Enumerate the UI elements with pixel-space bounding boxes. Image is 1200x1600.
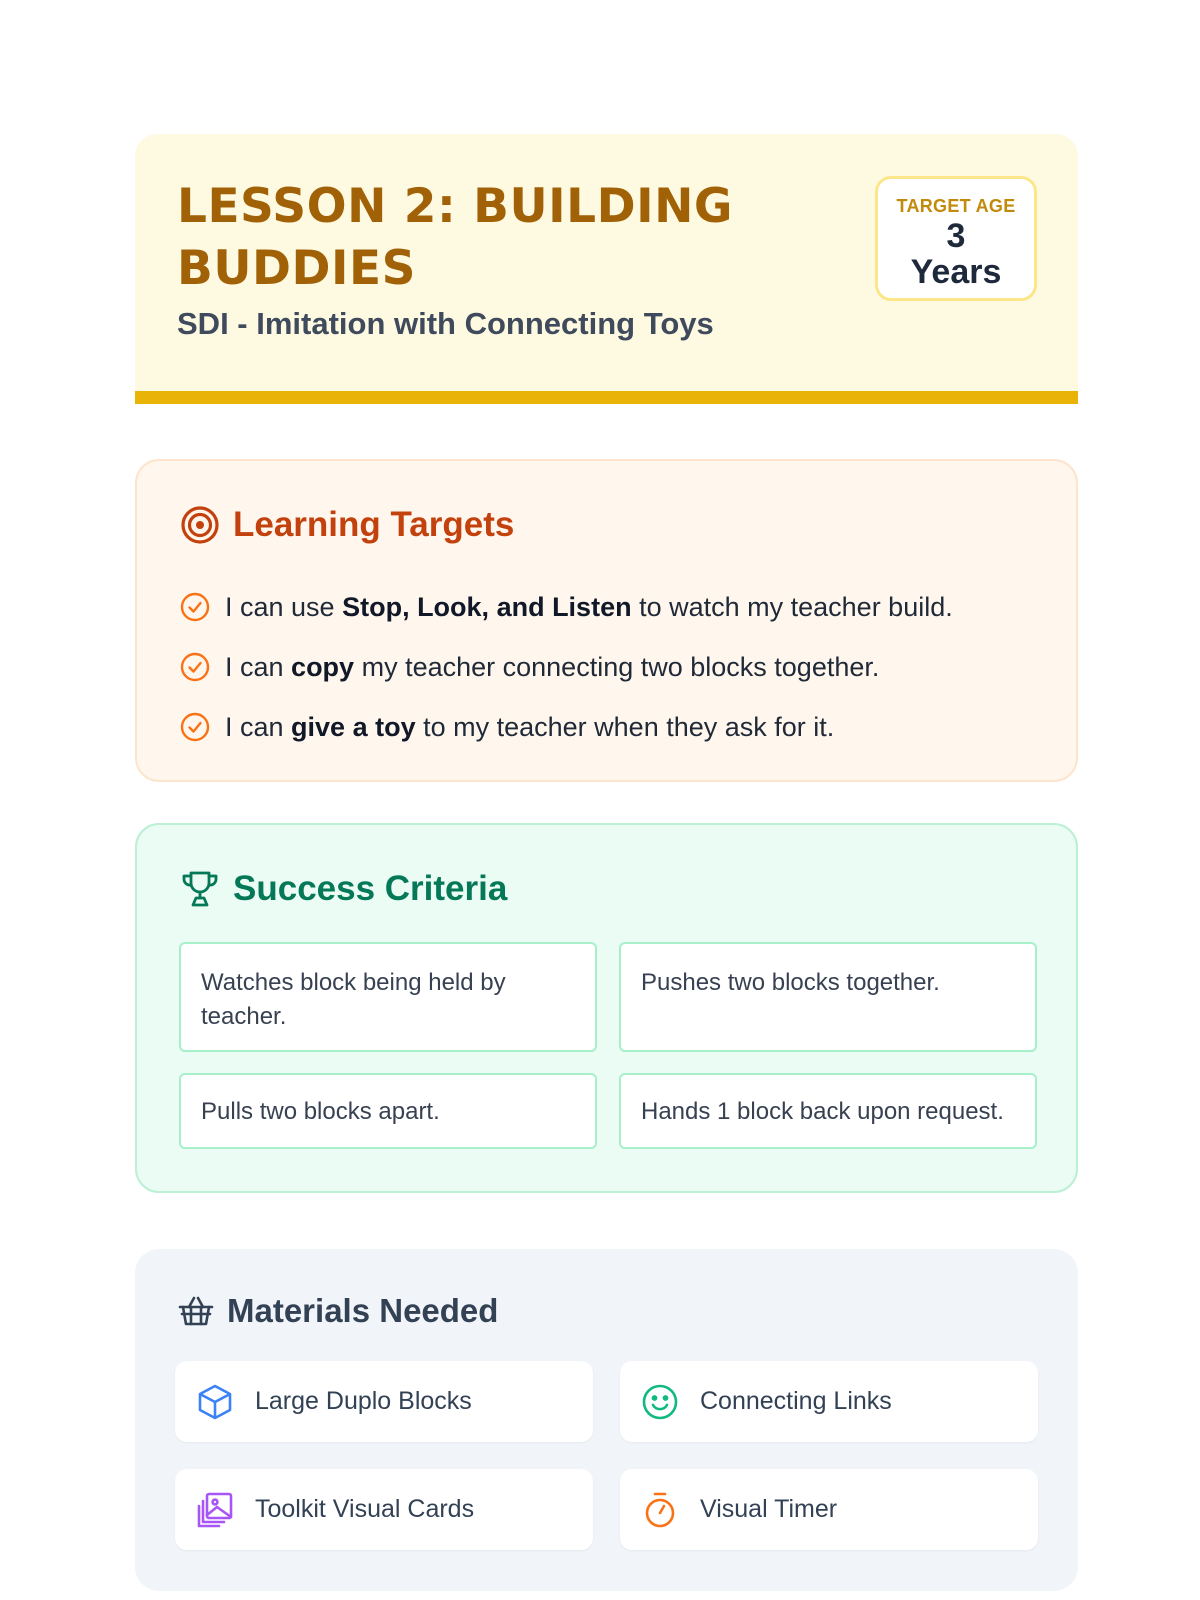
learning-targets-header [179, 503, 514, 547]
learning-targets-list [179, 577, 953, 757]
images-icon [195, 1490, 235, 1530]
lesson-subtitle: SDI - Imitation with Connecting Toys [177, 306, 714, 341]
learning-target-item [179, 697, 953, 757]
material-card [175, 1469, 593, 1550]
materials-title: Materials Needed [227, 1292, 499, 1329]
criteria-card: Watches block being held by teacher. [179, 942, 597, 1052]
target-icon [179, 504, 221, 546]
check-circle-icon [179, 711, 211, 743]
learning-target-text: I can give a toy to my teacher when they ask for it. [225, 711, 835, 742]
stopwatch-icon [640, 1490, 680, 1530]
success-criteria-grid [179, 942, 1037, 1149]
material-label: Large Duplo Blocks [255, 1387, 472, 1415]
trophy-icon [179, 868, 221, 910]
learning-target-text: I can copy my teacher connecting two blocks together. [225, 651, 880, 682]
smile-icon [640, 1382, 680, 1422]
learning-targets-title: Learning Targets [233, 505, 515, 544]
material-card [620, 1361, 1038, 1442]
criteria-card: Hands 1 block back upon request. [619, 1073, 1037, 1149]
materials-section [135, 1249, 1078, 1591]
criteria-card: Pulls two blocks apart. [179, 1073, 597, 1149]
criteria-card: Pushes two blocks together. [619, 942, 1037, 1052]
learning-target-item [179, 637, 953, 697]
lesson-title: LESSON 2: BUILDING BUDDIES [177, 179, 733, 296]
material-label: Visual Timer [700, 1495, 838, 1523]
target-age-value: 3 Years [910, 217, 1002, 291]
cube-icon [195, 1382, 235, 1422]
basket-icon [175, 1290, 217, 1332]
learning-target-text: I can use Stop, Look, and Listen to watch my teacher build. [225, 591, 953, 622]
success-criteria-title: Success Criteria [233, 869, 508, 908]
material-label: Connecting Links [700, 1387, 892, 1415]
learning-target-item [179, 577, 953, 637]
target-age-label: TARGET AGE [896, 196, 1016, 216]
success-criteria-section [135, 823, 1078, 1193]
material-card [620, 1469, 1038, 1550]
success-criteria-header [179, 867, 507, 911]
lesson-header [135, 134, 1078, 404]
check-circle-icon [179, 651, 211, 683]
check-circle-icon [179, 591, 211, 623]
materials-header [175, 1289, 498, 1333]
material-card [175, 1361, 593, 1442]
material-label: Toolkit Visual Cards [255, 1495, 475, 1523]
target-age-badge [875, 176, 1037, 301]
learning-targets-section [135, 459, 1078, 782]
materials-grid [175, 1361, 1038, 1550]
